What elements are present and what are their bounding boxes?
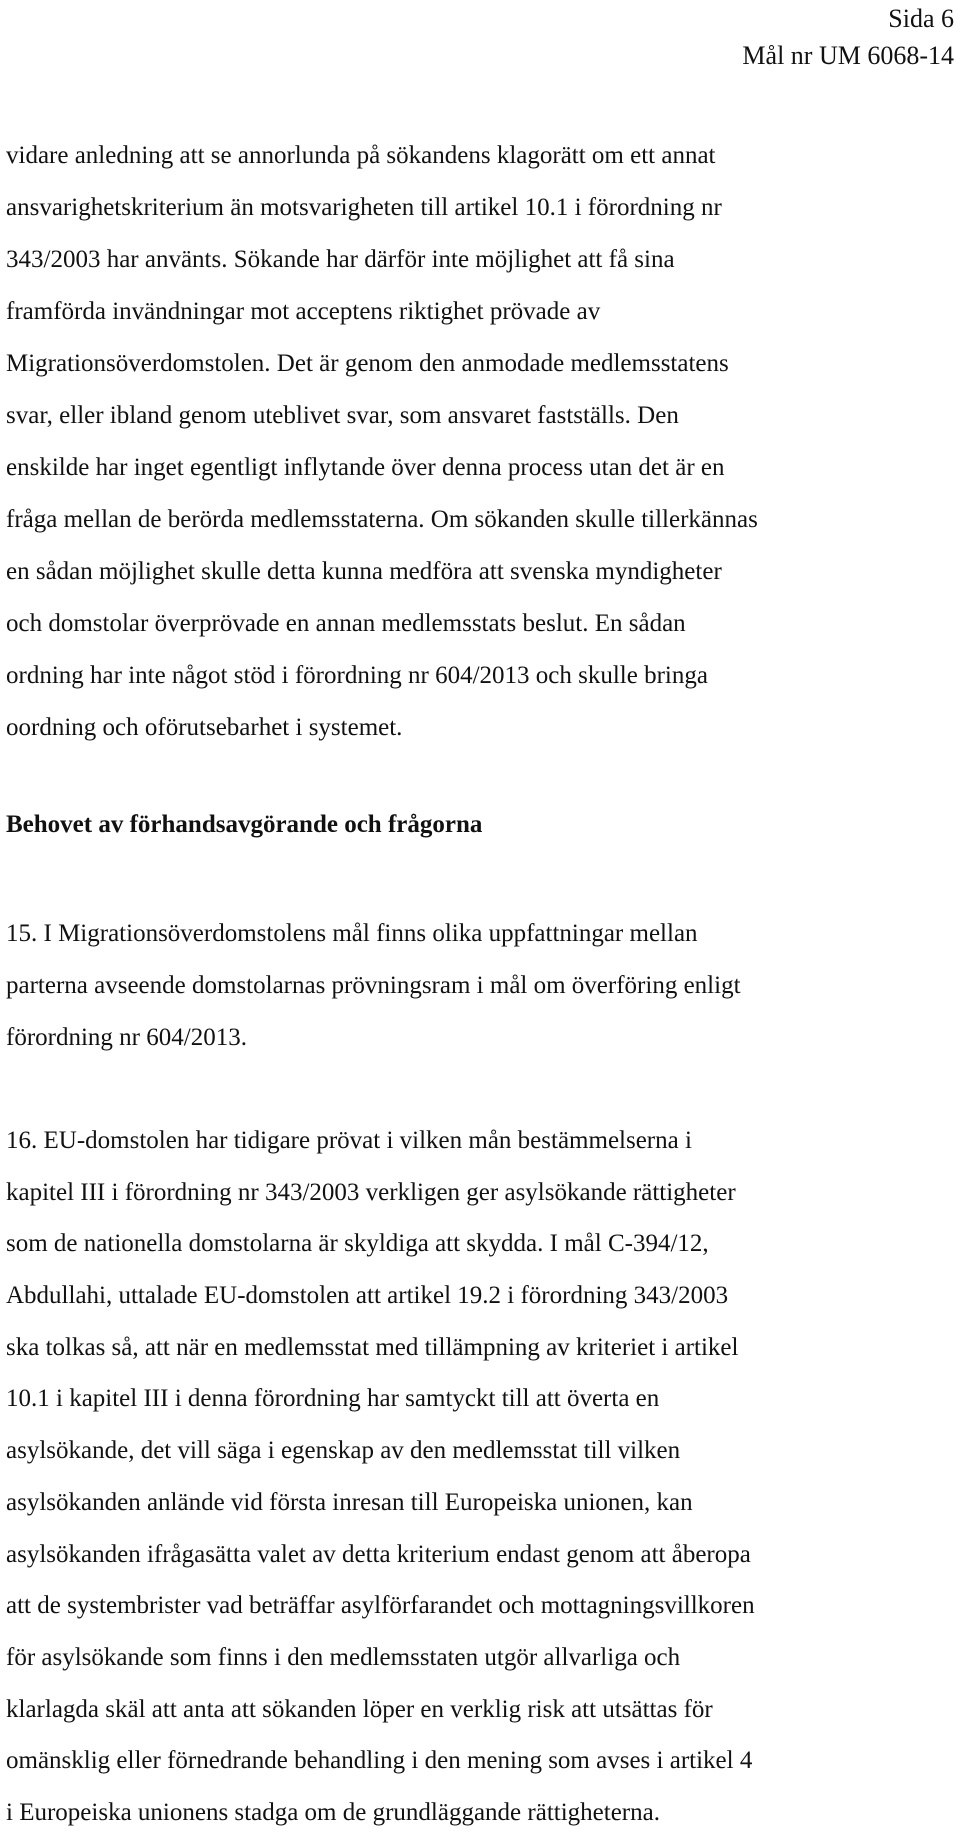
text-line: en sådan möjlighet skulle detta kunna medföra att svenska myndigheter (6, 558, 722, 585)
text-line: kapitel III i förordning nr 343/2003 verkligen ger asylsökande rättigheter (6, 1178, 736, 1206)
text-line: för asylsökande som finns i den medlemsstaten utgör allvarliga och (6, 1643, 681, 1671)
text-line: som de nationella domstolarna är skyldiga att skydda. I mål C-394/12, (6, 1230, 709, 1258)
text-line: parterna avseende domstolarnas prövningsram i mål om överföring enligt (6, 972, 741, 999)
text-line: asylsökanden ifrågasätta valet av detta kriterium endast genom att åberopa (6, 1540, 751, 1568)
text-line: i Europeiska unionens stadga om de grundläggande rättigheterna. (6, 1798, 660, 1826)
text-line: Abdullahi, uttalade EU-domstolen att artikel 19.2 i förordning 343/2003 (6, 1282, 729, 1310)
text-line: vidare anledning att se annorlunda på sökandens klagorätt om ett annat (6, 142, 716, 169)
text-line: oordning och oförutsebarhet i systemet. (6, 714, 403, 741)
section-heading: Behovet av förhandsavgörande och frågorna (6, 811, 483, 838)
text-line: omänsklig eller förnedrande behandling i den mening som avses i artikel 4 (6, 1747, 753, 1775)
text-line: 10.1 i kapitel III i denna förordning har samtyckt till att överta en (6, 1385, 660, 1413)
paragraph-intro (6, 130, 954, 754)
text-line: att de systembrister vad beträffar asylförfarandet och mottagningsvillkoren (6, 1592, 755, 1620)
text-line: asylsökanden anlände vid första inresan till Europeiska unionen, kan (6, 1488, 693, 1516)
text-line: 15. I Migrationsöverdomstolens mål finns olika uppfattningar mellan (6, 920, 698, 947)
paragraph-15 (6, 908, 954, 1064)
text-line: Migrationsöverdomstolen. Det är genom den anmodade medlemsstatens (6, 350, 729, 377)
text-line: ska tolkas så, att när en medlemsstat med tillämpning av kriteriet i artikel (6, 1333, 739, 1361)
text-line: 16. EU-domstolen har tidigare prövat i vilken mån bestämmelserna i (6, 1127, 692, 1154)
text-line: asylsökande, det vill säga i egenskap av den medlemsstat till vilken (6, 1437, 681, 1465)
paragraph-16 (6, 1115, 954, 1839)
text-line: och domstolar överprövade en annan medlemsstats beslut. En sådan (6, 610, 686, 637)
text-line: 343/2003 har använts. Sökande har därför inte möjlighet att få sina (6, 246, 675, 273)
text-line: framförda invändningar mot acceptens riktighet prövade av (6, 298, 601, 325)
text-line: klarlagda skäl att anta att sökanden löper en verklig risk att utsättas för (6, 1695, 713, 1723)
text-line: ordning har inte något stöd i förordning nr 604/2013 och skulle bringa (6, 662, 708, 689)
text-line: svar, eller ibland genom uteblivet svar, som ansvaret fastställs. Den (6, 402, 679, 429)
page-header (742, 0, 954, 74)
text-line: förordning nr 604/2013. (6, 1024, 247, 1051)
text-line: enskilde har inget egentligt inflytande över denna process utan det är en (6, 454, 725, 481)
text-line: fråga mellan de berörda medlemsstaterna. Om sökanden skulle tillerkännas (6, 506, 758, 533)
case-number: Mål nr UM 6068-14 (742, 41, 954, 70)
page-number: Sida 6 (888, 4, 954, 33)
text-line: ansvarighetskriterium än motsvarigheten till artikel 10.1 i förordning nr (6, 194, 722, 221)
